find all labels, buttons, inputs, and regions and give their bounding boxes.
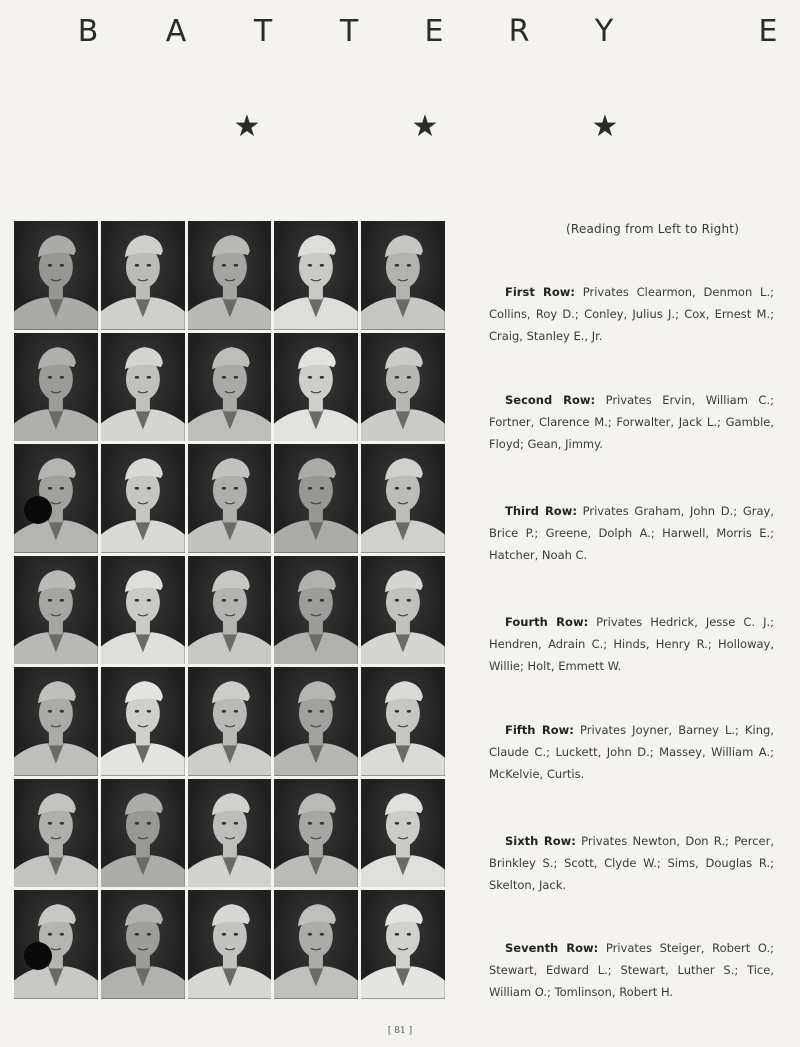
title-letter: Y xyxy=(594,14,614,49)
row-caption-2 xyxy=(489,389,774,455)
soldier-portrait xyxy=(14,779,98,888)
soldier-portrait xyxy=(274,667,358,776)
black-dot-mark xyxy=(24,496,52,524)
soldier-portrait xyxy=(361,779,445,888)
soldier-portrait xyxy=(361,444,445,553)
portrait-silhouette-icon xyxy=(14,221,98,330)
row-label: First Row: xyxy=(505,285,575,299)
soldier-portrait xyxy=(361,221,445,330)
soldier-portrait xyxy=(101,890,185,999)
portrait-silhouette-icon xyxy=(361,890,445,999)
row-names: Privates Steiger, Robert O.; Stewart, Edward L.; Stewart, Luther S.; Tice, William O.; Tomlinson, Robert H. xyxy=(489,941,774,999)
soldier-portrait xyxy=(361,667,445,776)
portrait-silhouette-icon xyxy=(14,779,98,888)
portrait-silhouette-icon xyxy=(188,333,272,442)
row-caption-5 xyxy=(489,719,774,785)
portrait-silhouette-icon xyxy=(274,221,358,330)
soldier-portrait xyxy=(188,333,272,442)
soldier-portrait xyxy=(14,556,98,665)
soldier-portrait xyxy=(274,890,358,999)
page-title xyxy=(0,14,800,54)
portrait-silhouette-icon xyxy=(274,333,358,442)
soldier-portrait xyxy=(274,333,358,442)
portrait-silhouette-icon xyxy=(274,556,358,665)
soldier-portrait xyxy=(361,333,445,442)
row-names: Privates Ervin, William C.; Fortner, Clarence M.; Forwalter, Jack L.; Gamble, Floyd; Gean, Jimmy. xyxy=(489,393,774,451)
row-caption-3 xyxy=(489,500,774,566)
portrait-silhouette-icon xyxy=(14,333,98,442)
soldier-portrait xyxy=(14,444,98,553)
portrait-silhouette-icon xyxy=(188,890,272,999)
portrait-silhouette-icon xyxy=(188,556,272,665)
portrait-silhouette-icon xyxy=(101,221,185,330)
star-icon: ★ xyxy=(411,109,439,144)
title-letter: T xyxy=(253,14,273,49)
portrait-silhouette-icon xyxy=(361,333,445,442)
row-names: Privates Clearmon, Denmon L.; Collins, Roy D.; Conley, Julius J.; Cox, Ernest M.; Craig, Stanley E., Jr. xyxy=(489,285,774,343)
portrait-silhouette-icon xyxy=(14,667,98,776)
soldier-portrait xyxy=(274,444,358,553)
soldier-portrait xyxy=(101,667,185,776)
portrait-silhouette-icon xyxy=(361,221,445,330)
row-caption-1 xyxy=(489,281,774,347)
portrait-silhouette-icon xyxy=(188,667,272,776)
soldier-portrait xyxy=(101,333,185,442)
soldier-portrait xyxy=(361,556,445,665)
row-caption-4 xyxy=(489,611,774,677)
soldier-portrait xyxy=(14,890,98,999)
row-label: Seventh Row: xyxy=(505,941,599,955)
soldier-portrait xyxy=(188,444,272,553)
portrait-silhouette-icon xyxy=(101,779,185,888)
portrait-silhouette-icon xyxy=(101,890,185,999)
soldier-portrait xyxy=(188,779,272,888)
star-ornaments xyxy=(0,109,800,144)
soldier-portrait xyxy=(14,221,98,330)
star-icon: ★ xyxy=(591,109,619,144)
portrait-silhouette-icon xyxy=(101,444,185,553)
soldier-portrait xyxy=(274,556,358,665)
portrait-silhouette-icon xyxy=(101,667,185,776)
portrait-silhouette-icon xyxy=(361,444,445,553)
row-label: Third Row: xyxy=(505,504,577,518)
row-names: Privates Graham, John D.; Gray, Brice P.; Greene, Dolph A.; Harwell, Morris E.; Hatcher, Noah C. xyxy=(489,504,775,562)
title-letter: T xyxy=(339,14,359,49)
portrait-silhouette-icon xyxy=(101,556,185,665)
portrait-silhouette-icon xyxy=(101,333,185,442)
portrait-silhouette-icon xyxy=(188,221,272,330)
row-label: Fifth Row: xyxy=(505,723,574,737)
title-letter: R xyxy=(508,14,530,49)
soldier-portrait xyxy=(101,779,185,888)
soldier-portrait xyxy=(188,667,272,776)
page-number: [ 81 ] xyxy=(387,1026,413,1036)
soldier-portrait xyxy=(101,556,185,665)
portrait-silhouette-icon xyxy=(274,667,358,776)
row-label: Fourth Row: xyxy=(505,615,589,629)
title-letter: B xyxy=(77,14,99,49)
title-letter: E xyxy=(424,14,444,49)
soldier-portrait xyxy=(14,333,98,442)
soldier-portrait xyxy=(101,444,185,553)
portrait-grid xyxy=(14,221,445,999)
row-names: Privates Joyner, Barney L.; King, Claude C.; Luckett, John D.; Massey, William A.; McKelvie, Curtis. xyxy=(489,723,774,781)
soldier-portrait xyxy=(14,667,98,776)
soldier-portrait xyxy=(274,779,358,888)
soldier-portrait xyxy=(188,890,272,999)
title-letter: A xyxy=(165,14,187,49)
soldier-portrait xyxy=(101,221,185,330)
row-names: Privates Hedrick, Jesse C. J.; Hendren, Adrain C.; Hinds, Henry R.; Holloway, Willie; Holt, Emmett W. xyxy=(489,615,774,673)
portrait-silhouette-icon xyxy=(188,779,272,888)
portrait-silhouette-icon xyxy=(14,890,98,999)
title-letter: E xyxy=(758,14,778,49)
soldier-portrait xyxy=(361,890,445,999)
soldier-portrait xyxy=(274,221,358,330)
caption-heading: (Reading from Left to Right) xyxy=(566,222,740,236)
row-label: Second Row: xyxy=(505,393,596,407)
row-label: Sixth Row: xyxy=(505,834,576,848)
portrait-silhouette-icon xyxy=(274,779,358,888)
soldier-portrait xyxy=(188,556,272,665)
row-names: Privates Newton, Don R.; Percer, Brinkley S.; Scott, Clyde W.; Sims, Douglas R.; Skelton, Jack. xyxy=(489,834,774,892)
soldier-portrait xyxy=(188,221,272,330)
row-caption-7 xyxy=(489,937,774,1003)
row-caption-6 xyxy=(489,830,774,896)
portrait-silhouette-icon xyxy=(274,890,358,999)
portrait-silhouette-icon xyxy=(361,667,445,776)
portrait-silhouette-icon xyxy=(274,444,358,553)
portrait-silhouette-icon xyxy=(14,444,98,553)
star-icon: ★ xyxy=(233,109,261,144)
portrait-silhouette-icon xyxy=(188,444,272,553)
portrait-silhouette-icon xyxy=(361,556,445,665)
portrait-silhouette-icon xyxy=(361,779,445,888)
portrait-silhouette-icon xyxy=(14,556,98,665)
